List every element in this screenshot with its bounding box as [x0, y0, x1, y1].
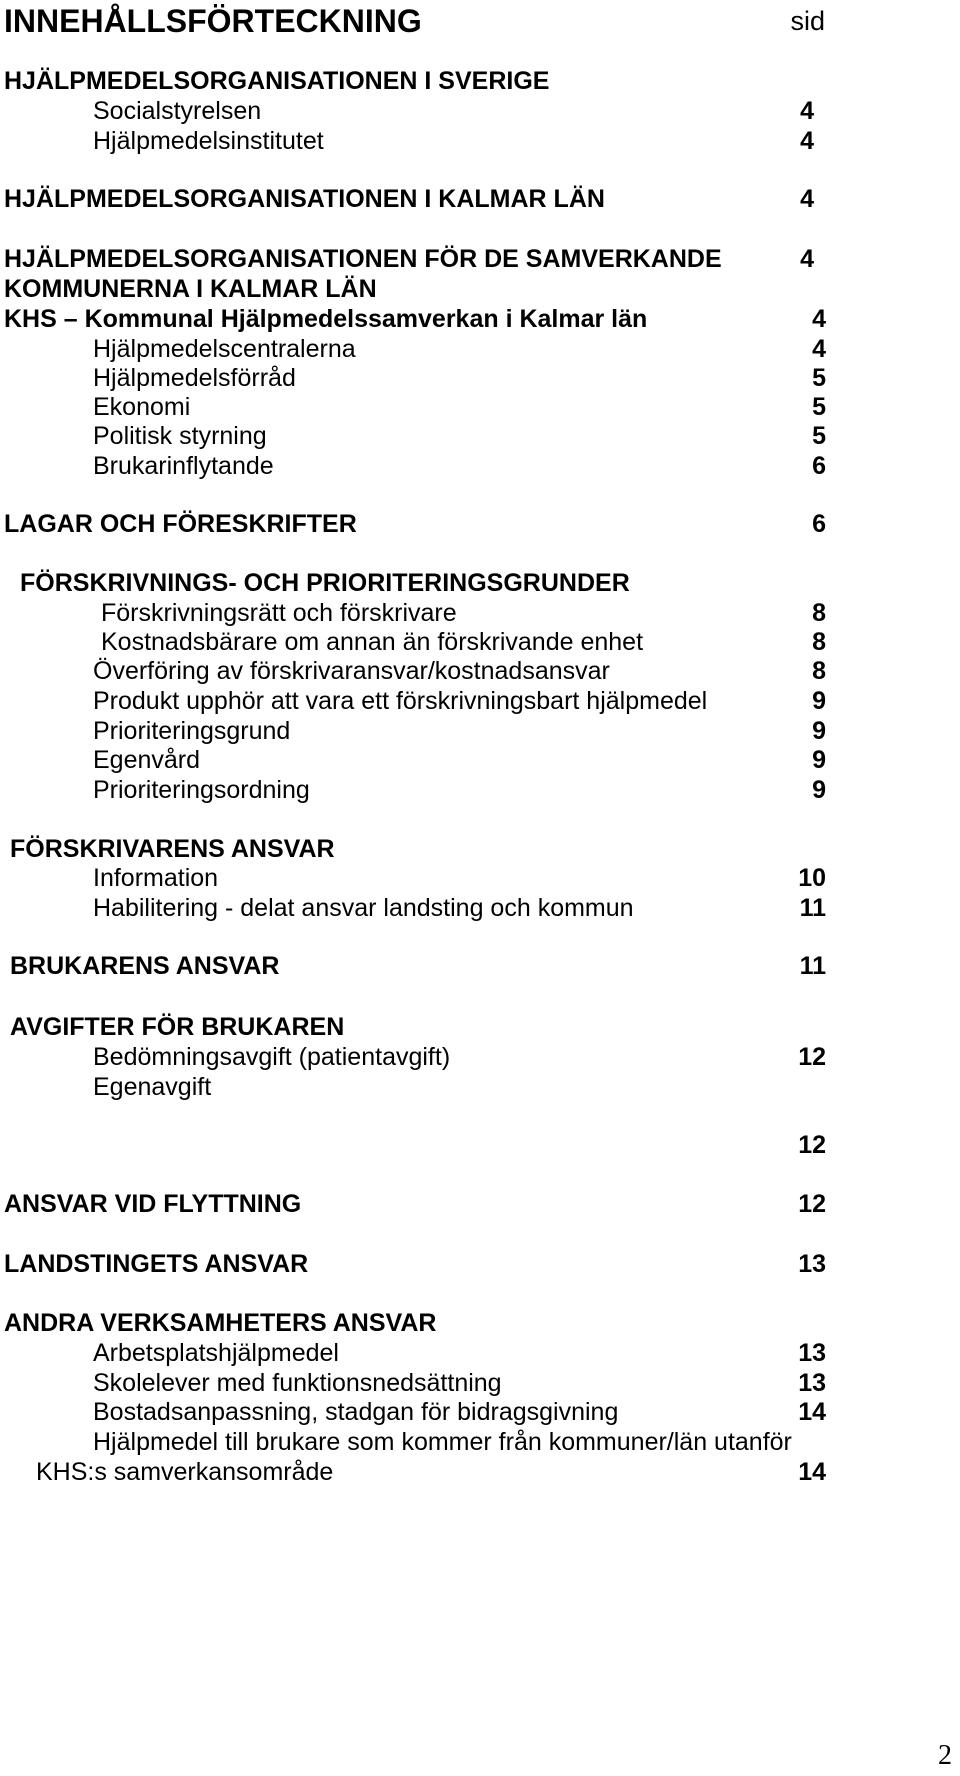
toc-heading: HJÄLPMEDELSORGANISATIONEN FÖR DE SAMVERKANDE — [4, 245, 722, 273]
toc-page-number: 9 — [812, 776, 826, 804]
toc-heading: ANDRA VERKSAMHETERS ANSVAR — [4, 1309, 437, 1337]
toc-page-number: 11 — [799, 952, 826, 980]
toc-entry: Kostnadsbärare om annan än förskrivande enhet — [101, 628, 644, 656]
toc-entry: Habilitering - delat ansvar landsting och kommun — [93, 894, 634, 922]
toc-page-number: 9 — [812, 687, 826, 715]
footer-page-number: 2 — [938, 1740, 952, 1771]
toc-heading: KOMMUNERNA I KALMAR LÄN — [4, 275, 377, 303]
toc-page-number: 14 — [798, 1398, 826, 1426]
toc-page-number: 8 — [812, 599, 826, 627]
toc-page-number: 12 — [798, 1190, 826, 1218]
toc-page-number: 4 — [812, 335, 826, 363]
toc-page-number: 4 — [800, 127, 814, 155]
toc-page-number: 13 — [798, 1250, 826, 1278]
page-column-header: sid — [790, 6, 825, 36]
toc-page-number: 10 — [798, 864, 826, 892]
toc-heading: LANDSTINGETS ANSVAR — [4, 1250, 309, 1278]
toc-heading: HJÄLPMEDELSORGANISATIONEN I KALMAR LÄN — [4, 185, 605, 213]
toc-page-number: 13 — [798, 1369, 826, 1397]
toc-heading: AVGIFTER FÖR BRUKAREN — [10, 1013, 345, 1041]
toc-heading: HJÄLPMEDELSORGANISATIONEN I SVERIGE — [4, 67, 550, 95]
toc-entry: Överföring av förskrivaransvar/kostnadsansvar — [93, 657, 610, 685]
toc-page-number: 4 — [812, 305, 826, 333]
toc-page-number: 5 — [812, 364, 826, 392]
toc-page-number: 9 — [812, 717, 826, 745]
toc-entry: Egenavgift — [93, 1073, 212, 1101]
toc-heading: FÖRSKRIVARENS ANSVAR — [10, 835, 335, 863]
toc-page-number: 8 — [812, 628, 826, 656]
toc-page-number: 11 — [799, 894, 826, 922]
toc-heading: BRUKARENS ANSVAR — [10, 952, 280, 980]
toc-page-number: 5 — [812, 393, 826, 421]
toc-page-number: 14 — [798, 1458, 826, 1486]
toc-entry: Bedömningsavgift (patientavgift) — [93, 1043, 451, 1071]
toc-heading: FÖRSKRIVNINGS- OCH PRIORITERINGSGRUNDER — [20, 569, 630, 597]
toc-page-number: 4 — [800, 245, 814, 273]
toc-entry: Socialstyrelsen — [93, 97, 262, 125]
toc-page-number: 4 — [800, 185, 814, 213]
toc-entry: Ekonomi — [93, 393, 191, 421]
toc-entry: Information — [93, 864, 219, 892]
toc-entry: Politisk styrning — [93, 422, 267, 450]
toc-entry: Brukarinflytande — [93, 452, 274, 480]
toc-page-number: 12 — [798, 1043, 826, 1071]
toc-title: INNEHÅLLSFÖRTECKNING — [4, 3, 422, 39]
toc-page-number: 5 — [812, 422, 826, 450]
toc-entry: Skolelever med funktionsnedsättning — [93, 1369, 502, 1397]
toc-entry: Hjälpmedelsinstitutet — [93, 127, 324, 155]
toc-page-number: 12 — [798, 1131, 826, 1159]
toc-entry: Förskrivningsrätt och förskrivare — [101, 599, 457, 627]
toc-entry: Hjälpmedel till brukare som kommer från kommuner/län utanför — [93, 1428, 792, 1456]
toc-heading: KHS – Kommunal Hjälpmedelssamverkan i Kalmar län — [4, 305, 648, 333]
toc-page-number: 6 — [812, 510, 826, 538]
toc-page-number: 8 — [812, 657, 826, 685]
toc-entry: Bostadsanpassning, stadgan för bidragsgivning — [93, 1398, 619, 1426]
toc-entry: Produkt upphör att vara ett förskrivningsbart hjälpmedel — [93, 687, 708, 715]
toc-entry: Egenvård — [93, 746, 201, 774]
toc-entry: Hjälpmedelsförråd — [93, 364, 296, 392]
toc-entry: KHS:s samverkansområde — [36, 1458, 334, 1486]
toc-entry: Prioriteringsordning — [93, 776, 310, 804]
toc-entry: Prioriteringsgrund — [93, 717, 291, 745]
toc-heading: ANSVAR VID FLYTTNING — [4, 1190, 302, 1218]
toc-page-number: 9 — [812, 746, 826, 774]
toc-entry: Arbetsplatshjälpmedel — [93, 1339, 339, 1367]
toc-heading: LAGAR OCH FÖRESKRIFTER — [4, 510, 357, 538]
toc-page-number: 13 — [798, 1339, 826, 1367]
toc-page-number: 6 — [812, 452, 826, 480]
toc-page-number: 4 — [800, 97, 814, 125]
toc-entry: Hjälpmedelscentralerna — [93, 335, 356, 363]
